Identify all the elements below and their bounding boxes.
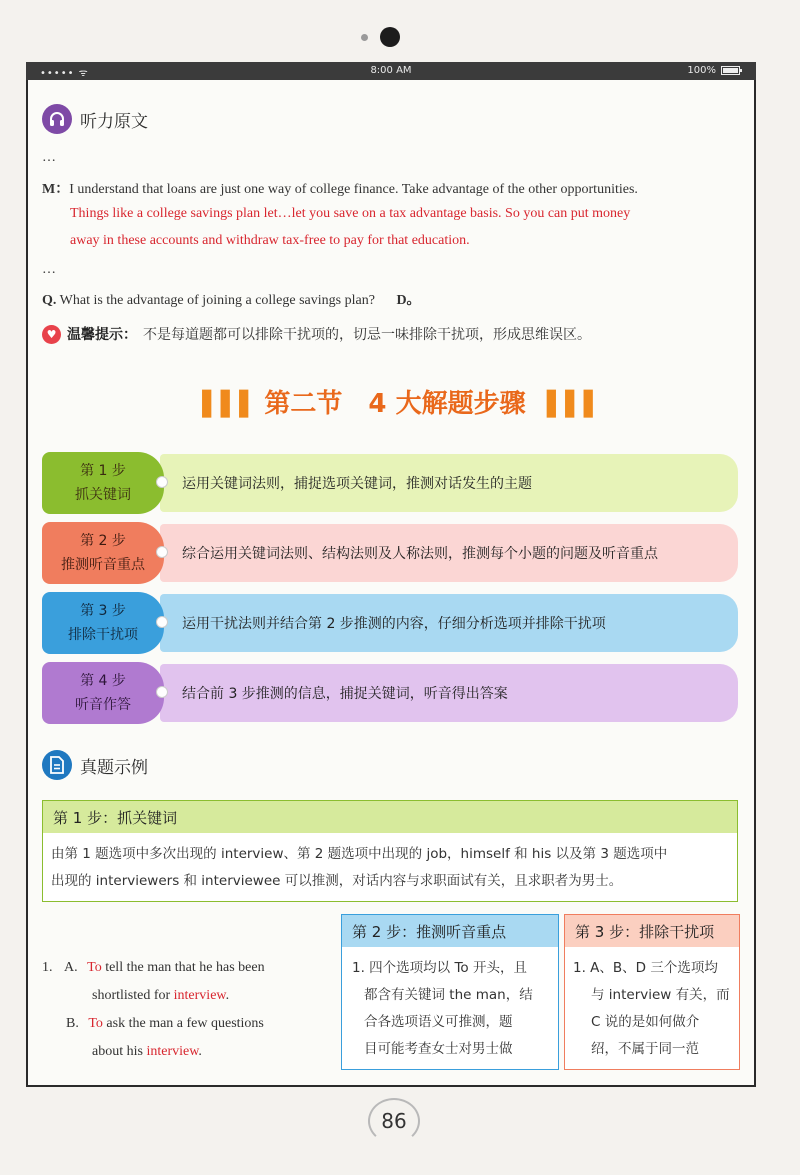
step-2-description: 综合运用关键词法则、结构法则及人称法则，推测每个小题的问题及听音重点 bbox=[160, 524, 738, 582]
tip-text: 不是每道题都可以排除干扰项的，切忌一味排除干扰项，形成思维误区。 bbox=[143, 327, 591, 343]
option-b-line2 bbox=[92, 1044, 202, 1060]
step2-analysis-heading: 第 2 步：推测听音重点 bbox=[342, 915, 558, 947]
step3-analysis-line: 与 interview 有关，而 bbox=[591, 987, 730, 1003]
step-2-name: 推测听音重点 bbox=[61, 557, 145, 573]
step-4-number: 第 4 步 bbox=[80, 673, 126, 689]
tip-label: 温馨提示： bbox=[67, 327, 137, 343]
option-a-period: . bbox=[225, 988, 230, 1003]
step1-analysis-box bbox=[42, 800, 738, 902]
document-icon bbox=[42, 750, 72, 780]
step-4-tab bbox=[42, 662, 164, 724]
section-banner bbox=[190, 380, 600, 422]
question-line bbox=[42, 289, 421, 309]
option-a-line2 bbox=[92, 988, 229, 1004]
banner-right-bars-icon: ❚❚❚ bbox=[539, 384, 595, 418]
option-a-text2: shortlisted for bbox=[92, 988, 171, 1003]
ellipsis-bottom: … bbox=[42, 262, 56, 277]
warm-tip bbox=[42, 324, 591, 344]
option-b-label: B. bbox=[66, 1016, 79, 1031]
step3-analysis-line: C 说的是如何做介 bbox=[591, 1014, 700, 1030]
step-4-name: 听音作答 bbox=[75, 697, 131, 713]
headphones-icon bbox=[42, 104, 72, 134]
question-text: What is the advantage of joining a college savings plan? bbox=[59, 293, 375, 308]
option-b-keyword-to: To bbox=[88, 1016, 103, 1031]
step1-analysis-body bbox=[43, 833, 737, 895]
step3-analysis-box bbox=[564, 914, 740, 1070]
device-camera bbox=[0, 26, 800, 50]
sensor-dot bbox=[361, 34, 368, 41]
step2-analysis-box bbox=[341, 914, 559, 1070]
example-title: 真题示例 bbox=[80, 757, 148, 778]
option-b-line1 bbox=[66, 1016, 264, 1032]
battery-icon bbox=[721, 66, 740, 75]
speaker-m-label: M： bbox=[42, 182, 70, 197]
step1-analysis-line2: 出现的 interviewers 和 interviewee 可以推测，对话内容与求职面试有关，且求职者为男士。 bbox=[51, 873, 623, 889]
step-2-knob bbox=[156, 546, 168, 558]
step-4 bbox=[42, 662, 738, 724]
step-2 bbox=[42, 522, 738, 584]
step-4-knob bbox=[156, 686, 168, 698]
page-number: 86 bbox=[368, 1098, 420, 1144]
heart-icon: ♥ bbox=[42, 325, 61, 344]
question-number: 1. bbox=[42, 960, 53, 975]
step2-analysis-line: 1. 四个选项均以 To 开头，且 bbox=[352, 960, 527, 976]
listening-title: 听力原文 bbox=[80, 111, 148, 132]
step1-analysis-heading: 第 1 步：抓关键词 bbox=[43, 801, 737, 833]
step-3 bbox=[42, 592, 738, 654]
transcript-m-text1: I understand that loans are just one way of college finance. Take advantage of the other opportunities. bbox=[69, 182, 638, 197]
step1-analysis-line1: 由第 1 题选项中多次出现的 interview、第 2 题选项中出现的 job，himself 和 his 以及第 3 题选项中 bbox=[51, 846, 668, 862]
battery-percent: 100% bbox=[687, 65, 716, 76]
step-1-knob bbox=[156, 476, 168, 488]
step2-analysis-body bbox=[342, 947, 558, 1063]
banner-left-bars-icon: ❚❚❚ bbox=[195, 384, 251, 418]
step2-analysis-line: 都含有关键词 the man，结 bbox=[364, 987, 533, 1003]
step-3-description: 运用干扰法则并结合第 2 步推测的内容，仔细分析选项并排除干扰项 bbox=[160, 594, 738, 652]
transcript-m-line1 bbox=[42, 178, 638, 198]
step-1-description: 运用关键词法则，捕捉选项关键词，推测对话发生的主题 bbox=[160, 454, 738, 512]
ellipsis-top: … bbox=[42, 150, 56, 165]
step-3-tab bbox=[42, 592, 164, 654]
status-time: 8:00 AM bbox=[370, 65, 412, 76]
question-answer: D。 bbox=[396, 293, 421, 308]
status-bar bbox=[26, 62, 756, 80]
option-a-line1 bbox=[42, 960, 265, 976]
option-b-text: ask the man a few questions bbox=[106, 1016, 264, 1031]
option-a-keyword-interview: interview bbox=[173, 988, 226, 1003]
listening-header bbox=[42, 104, 148, 134]
step-2-number: 第 2 步 bbox=[80, 533, 126, 549]
step3-analysis-line: 1. A、B、D 三个选项均 bbox=[573, 960, 718, 976]
step-1-name: 抓关键词 bbox=[75, 487, 131, 503]
step-3-name: 排除干扰项 bbox=[68, 627, 138, 643]
camera-lens bbox=[380, 27, 400, 47]
step-3-knob bbox=[156, 616, 168, 628]
banner-title: 第二节 4 大解题步骤 bbox=[264, 388, 526, 419]
option-b-period: . bbox=[198, 1044, 202, 1059]
transcript-m-line2: Things like a college savings plan let…let you save on a tax advantage basis. So you can put money bbox=[70, 206, 631, 221]
step-1-number: 第 1 步 bbox=[80, 463, 126, 479]
battery-indicator bbox=[687, 65, 740, 76]
option-b-keyword-interview: interview bbox=[146, 1044, 199, 1059]
step-2-tab bbox=[42, 522, 164, 584]
step-4-description: 结合前 3 步推测的信息，捕捉关键词，听音得出答案 bbox=[160, 664, 738, 722]
step2-analysis-line: 合各选项语义可推测，题 bbox=[364, 1014, 513, 1030]
question-label: Q. bbox=[42, 293, 57, 308]
signal-icon: ••••• ᯤ bbox=[40, 68, 89, 79]
option-a-text: tell the man that he has been bbox=[105, 960, 265, 975]
step-1 bbox=[42, 452, 738, 514]
step3-analysis-line: 绍，不属于同一范 bbox=[591, 1041, 699, 1057]
step-3-number: 第 3 步 bbox=[80, 603, 126, 619]
step3-analysis-heading: 第 3 步：排除干扰项 bbox=[565, 915, 739, 947]
step-1-tab bbox=[42, 452, 164, 514]
option-a-label: A. bbox=[64, 960, 78, 975]
step2-analysis-line: 目可能考查女士对男士做 bbox=[364, 1041, 513, 1057]
example-header bbox=[42, 750, 148, 780]
transcript-m-line3: away in these accounts and withdraw tax-free to pay for that education. bbox=[70, 233, 470, 248]
step3-analysis-body bbox=[565, 947, 739, 1063]
option-b-text2: about his bbox=[92, 1044, 143, 1059]
option-a-keyword-to: To bbox=[87, 960, 102, 975]
